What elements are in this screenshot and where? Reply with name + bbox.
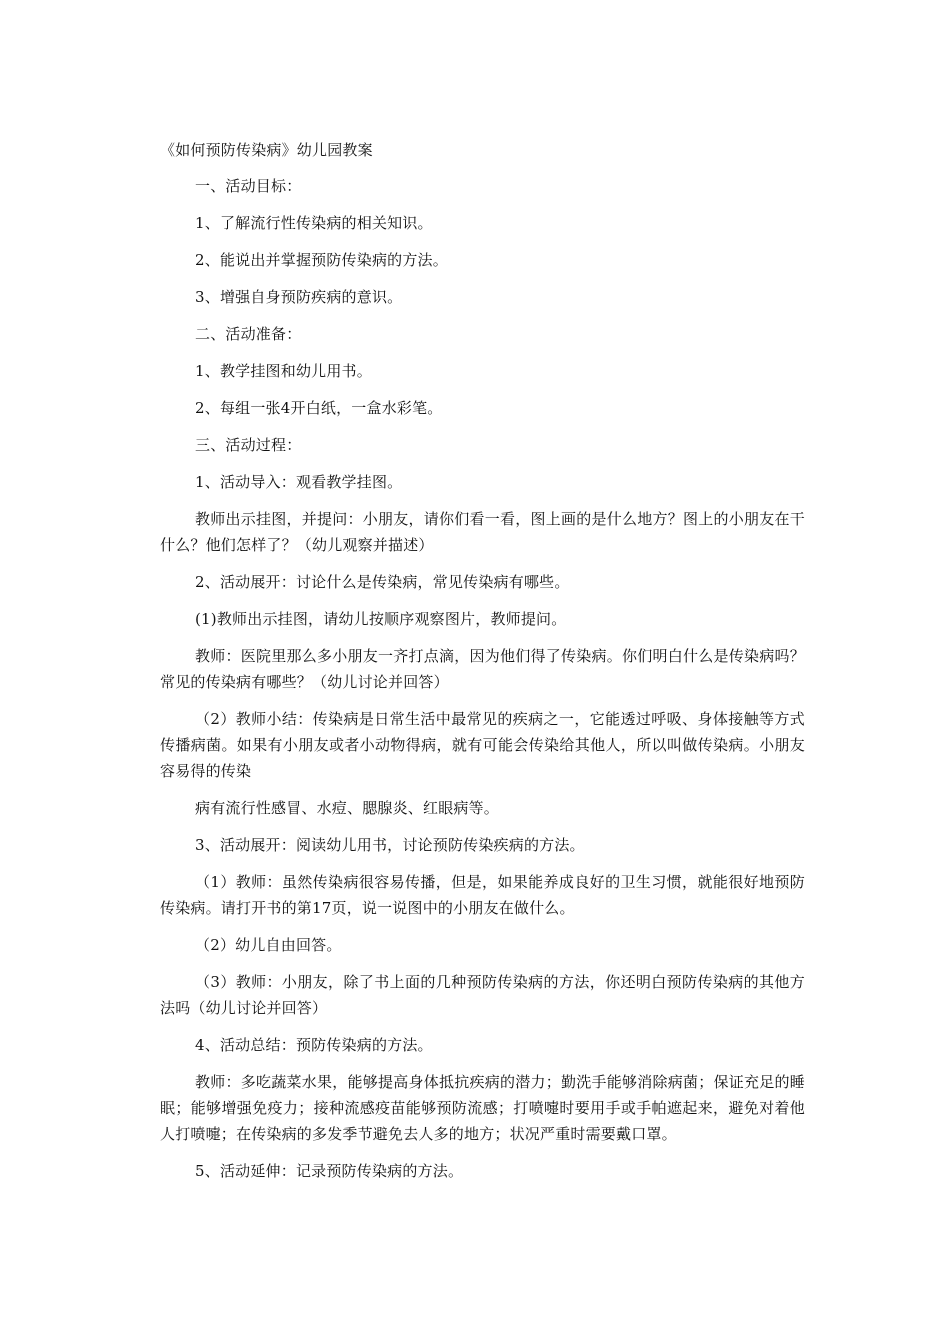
- paragraph: 1、教学挂图和幼儿用书。: [195, 362, 372, 380]
- paragraph: 4、活动总结：预防传染病的方法。: [195, 1036, 433, 1054]
- paragraph: 教师：多吃蔬菜水果，能够提高身体抵抗疾病的潜力；勤洗手能够消除病菌；保证充足的睡眠；能够增强免疫力；接种流感疫苗能够预防流感；打喷嚏时要用手或手帕遮起来，避免对着他人打喷嚏；在传染病的多发季节避免去人多的地方；状况严重时需要戴口罩。: [160, 1073, 805, 1143]
- paragraph: （3）教师：小朋友，除了书上面的几种预防传染病的方法，你还明白预防传染病的其他方法吗（幼儿讨论并回答）: [160, 973, 805, 1017]
- paragraph: （2）幼儿自由回答。: [195, 936, 342, 954]
- paragraph: 2、能说出并掌握预防传染病的方法。: [195, 251, 448, 269]
- paragraph: （2）教师小结：传染病是日常生活中最常见的疾病之一，它能透过呼吸、身体接触等方式传播病菌。如果有小朋友或者小动物得病，就有可能会传染给其他人，所以叫做传染病。小朋友容易得的传染: [160, 710, 805, 780]
- paragraph: 1、活动导入：观看教学挂图。: [195, 473, 403, 491]
- paragraph: 3、活动展开：阅读幼儿用书，讨论预防传染疾病的方法。: [195, 836, 585, 854]
- paragraph: 一、活动目标：: [195, 177, 302, 195]
- paragraph: 5、活动延伸：记录预防传染病的方法。: [195, 1162, 464, 1180]
- paragraph: 3、增强自身预防疾病的意识。: [195, 288, 403, 306]
- document-title: 《如何预防传染病》幼儿园教案: [160, 141, 373, 159]
- paragraph: 1、了解流行性传染病的相关知识。: [195, 214, 433, 232]
- paragraph: 病有流行性感冒、水痘、腮腺炎、红眼病等。: [195, 799, 500, 817]
- paragraph: 教师出示挂图，并提问：小朋友，请你们看一看，图上画的是什么地方？图上的小朋友在干什么？他们怎样了？（幼儿观察并描述）: [160, 510, 805, 554]
- paragraph: (1)教师出示挂图，请幼儿按顺序观察图片，教师提问。: [195, 610, 567, 628]
- paragraph: 三、活动过程：: [195, 436, 302, 454]
- paragraph: 二、活动准备：: [195, 325, 302, 343]
- paragraph: 2、活动展开：讨论什么是传染病，常见传染病有哪些。: [195, 573, 570, 591]
- paragraph: （1）教师：虽然传染病很容易传播，但是，如果能养成良好的卫生习惯，就能很好地预防传染病。请打开书的第17页，说一说图中的小朋友在做什么。: [160, 873, 805, 917]
- paragraph: 教师：医院里那么多小朋友一齐打点滴，因为他们得了传染病。你们明白什么是传染病吗？常见的传染病有哪些？（幼儿讨论并回答）: [160, 647, 805, 691]
- document-body: [160, 137, 805, 1195]
- paragraph: 2、每组一张4开白纸，一盒水彩笔。: [195, 399, 443, 417]
